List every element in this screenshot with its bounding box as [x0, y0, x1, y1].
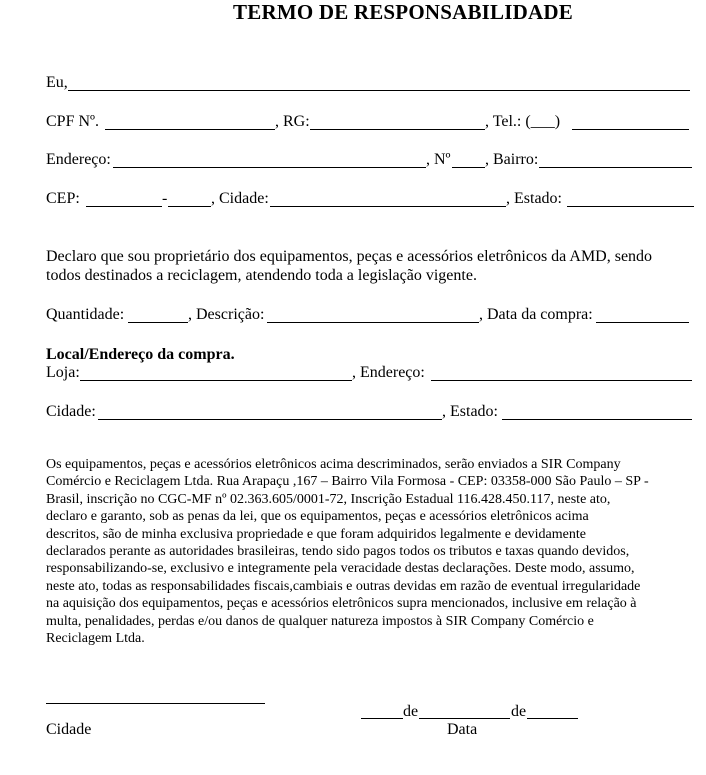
bairro-label: , Bairro: — [485, 151, 539, 168]
terms-line: Comércio e Reciclagem Ltda. Rua Arapaçu ,167 – Bairro Vila Formosa - CEP: 03358-000 São Paulo – SP - — [46, 474, 649, 490]
store-endereco-label: , Endereço: — [352, 364, 425, 381]
de-label-2: de — [511, 703, 527, 720]
cep-field-2[interactable] — [168, 206, 211, 207]
eu-label: Eu, — [46, 74, 68, 91]
store-cidade-label: Cidade: — [46, 403, 96, 420]
terms-line: multa, penalidades, perdas e/ou danos de qualquer natureza impostos à SIR Company Comércio e — [46, 613, 594, 629]
store-estado-field[interactable] — [502, 419, 692, 420]
cep-dash: - — [162, 190, 168, 207]
loja-label: Loja: — [46, 364, 80, 381]
terms-line: declaro e garanto, sob as penas da lei, que os equipamentos, peças e acessórios eletrônicos acima — [46, 509, 589, 525]
descricao-field[interactable] — [267, 322, 479, 323]
quantidade-field[interactable] — [128, 322, 188, 323]
quantidade-label: Quantidade: — [46, 306, 125, 323]
cep-label: CEP: — [46, 190, 80, 207]
terms-line: declarados perante as autoridades brasileiras, tendo sido pagos todos os tributos e taxas quando devidos, — [46, 544, 630, 560]
tel-label: , Tel.: (___) — [485, 113, 561, 130]
terms-line: Reciclagem Ltda. — [46, 631, 145, 647]
store-row — [46, 364, 696, 384]
de-label-1: de — [403, 703, 419, 720]
cep-row — [46, 190, 696, 210]
purchase-location-heading: Local/Endereço da compra. — [46, 346, 235, 363]
terms-paragraph — [46, 456, 706, 647]
bairro-field[interactable] — [539, 167, 692, 168]
terms-line: responsabilizando-se, exclusivo e integramente pela veracidade destas declarações. Deste modo, assumo, — [46, 561, 635, 577]
store-estado-label: , Estado: — [442, 403, 498, 420]
estado-label: , Estado: — [506, 190, 562, 207]
terms-line: descritos, são de minha exclusiva propriedade e que foram adquiridos legalmente e devidamente — [46, 526, 586, 542]
terms-line: na aquisição dos equipamentos, peças e acessórios eletrônicos supra mencionados, inclusive em relação à — [46, 596, 637, 612]
data-compra-field[interactable] — [596, 322, 689, 323]
data-signature-label: Data — [447, 721, 478, 738]
declaration-line-1: Declaro que sou proprietário dos equipamentos, peças e acessórios eletrônicos da AMD, sendo — [46, 248, 653, 265]
rg-field[interactable] — [310, 129, 485, 130]
declaration-paragraph — [46, 247, 706, 285]
rg-label: , RG: — [275, 113, 310, 130]
cpf-label: CPF Nº. — [46, 113, 99, 130]
cep-field-1[interactable] — [86, 206, 162, 207]
endereco-field[interactable] — [113, 167, 426, 168]
cidade-label: , Cidade: — [211, 190, 269, 207]
cidade-signature-line[interactable] — [46, 703, 265, 704]
store-cidade-field[interactable] — [98, 419, 442, 420]
declaration-line-2: todos destinados a reciclagem, atendendo toda a legislação vigente. — [46, 267, 477, 284]
terms-line: Brasil, inscrição no CGC-MF nº 02.363.605/0001-72, Inscrição Estadual 116.428.450.117, neste ato, — [46, 491, 611, 507]
data-compra-label: , Data da compra: — [479, 306, 593, 323]
purchase-row — [46, 306, 696, 326]
id-row — [46, 113, 696, 133]
name-row — [46, 74, 696, 94]
numero-label: , Nº — [426, 151, 451, 168]
terms-line: neste ato, todas as responsabilidades fiscais,cambiais e outras devidas em razão de eventual irregularidade — [46, 578, 641, 594]
terms-line: Os equipamentos, peças e acessórios eletrônicos acima descriminados, serão enviados a SIR Company — [46, 457, 621, 472]
month-field[interactable] — [419, 718, 510, 719]
loja-field[interactable] — [80, 380, 352, 381]
numero-field[interactable] — [452, 167, 485, 168]
tel-field[interactable] — [572, 129, 689, 130]
date-row — [361, 703, 591, 723]
store-endereco-field[interactable] — [431, 380, 692, 381]
endereco-label: Endereço: — [46, 151, 111, 168]
cidade-signature-label: Cidade — [46, 721, 92, 738]
name-field[interactable] — [68, 90, 690, 91]
store-city-row — [46, 403, 696, 423]
year-field[interactable] — [527, 718, 578, 719]
cpf-field[interactable] — [105, 129, 275, 130]
cidade-field[interactable] — [270, 206, 506, 207]
page-title: TERMO DE RESPONSABILIDADE — [233, 0, 573, 24]
day-field[interactable] — [361, 718, 403, 719]
estado-field[interactable] — [567, 206, 694, 207]
descricao-label: , Descrição: — [188, 306, 265, 323]
address-row — [46, 151, 696, 171]
